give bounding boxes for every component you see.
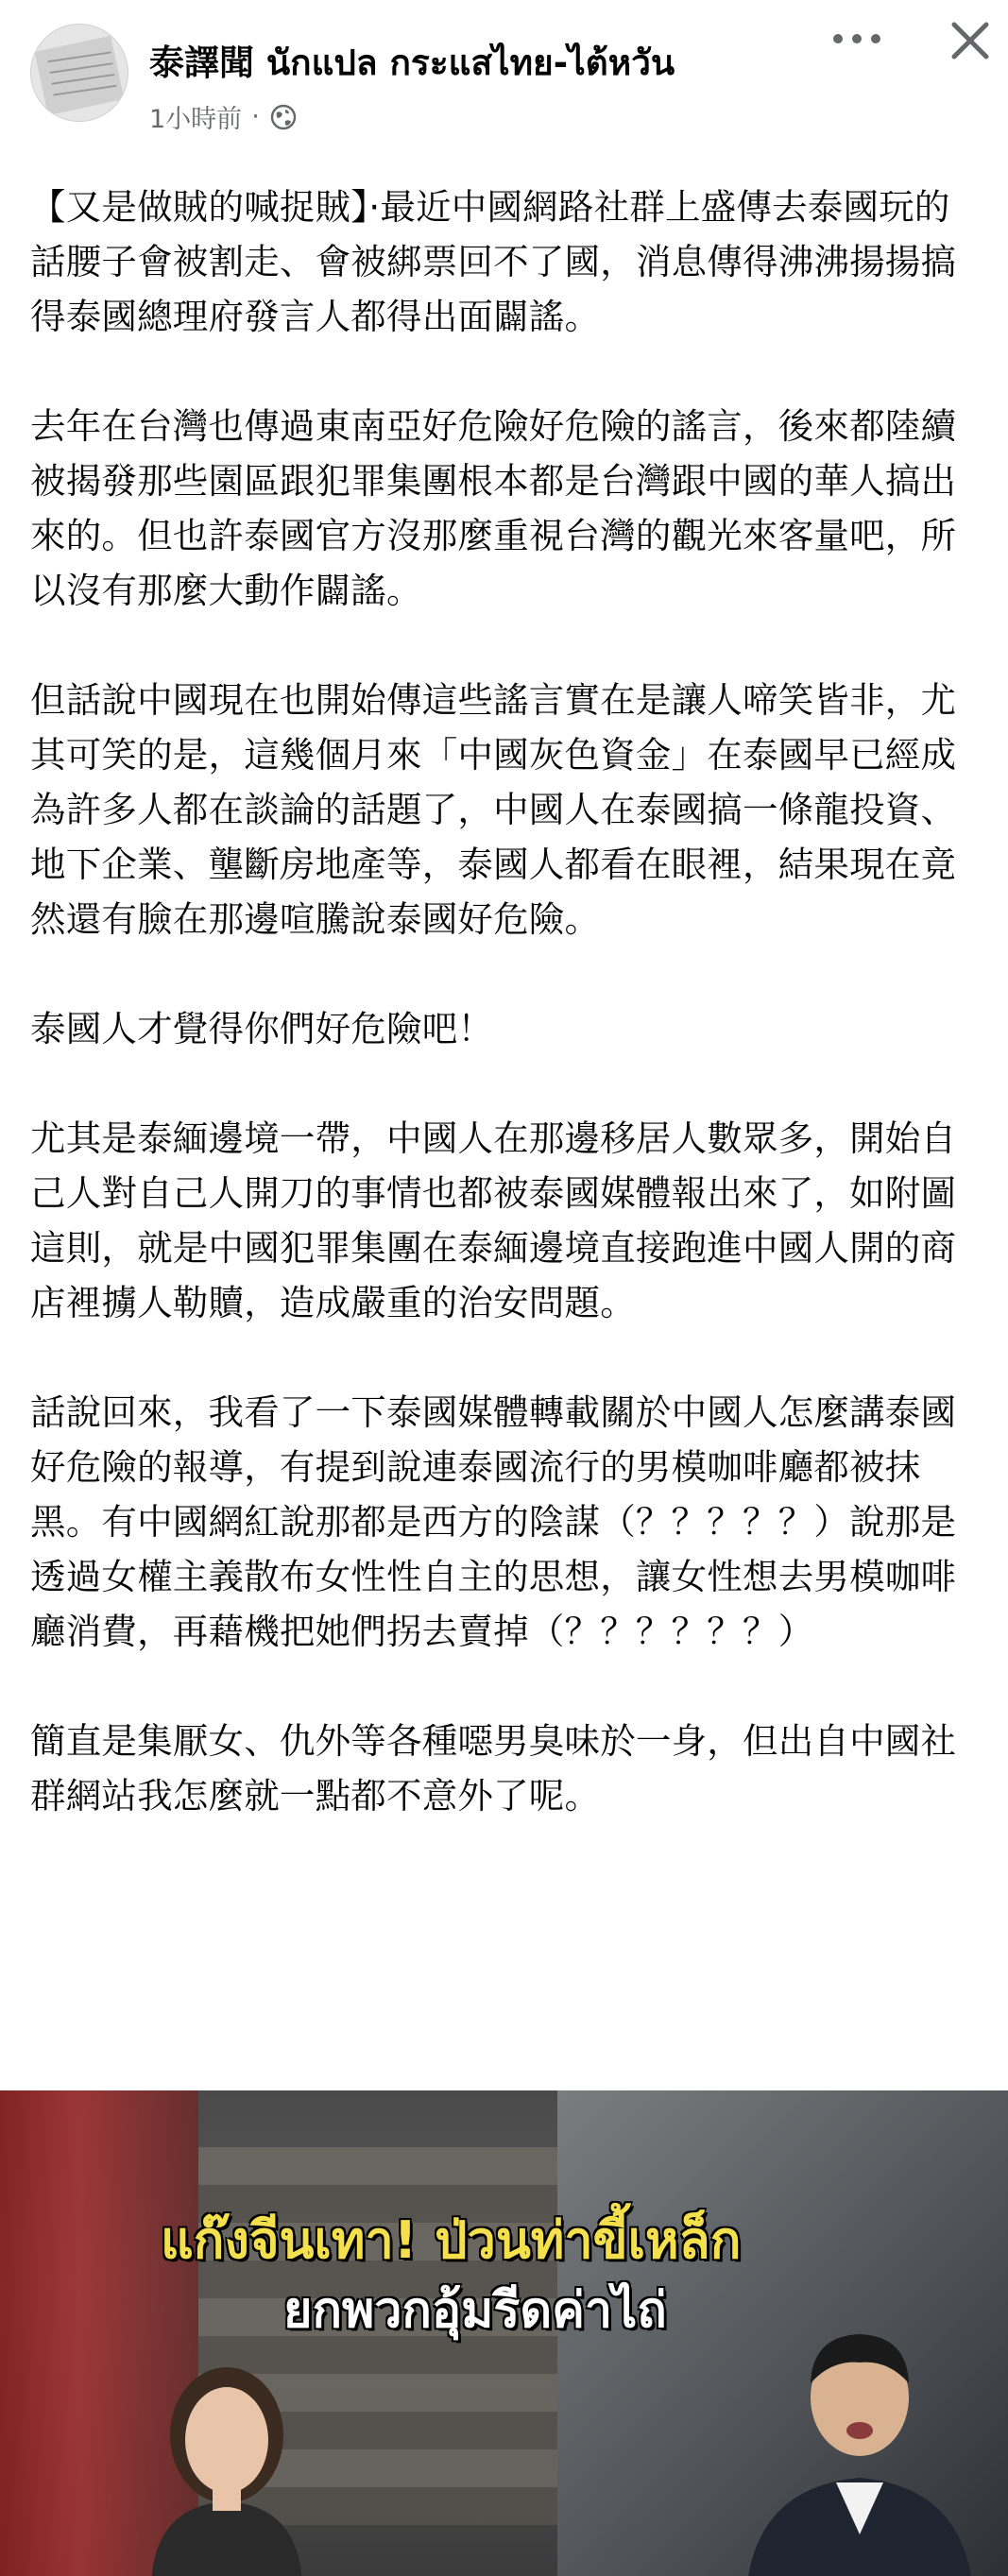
more-dot xyxy=(852,34,862,43)
news-headline-line2: ยกพวกอุ้มรีดค่าไถ่ xyxy=(283,2282,667,2339)
attached-news-image[interactable] xyxy=(0,2090,1008,2576)
post-paragraph: 【又是做賊的喊捉賊】·最近中國網路社群上盛傳去泰國玩的話腰子會被割走、會被綁票回不了國，消息傳得沸沸揚揚搞得泰國總理府發言人都得出面闢謠。 xyxy=(30,186,957,337)
avatar-image xyxy=(31,25,128,121)
page-name[interactable]: 泰譯聞 นักแปล กระแสไทย-ไต้หวัน xyxy=(149,43,675,83)
post-paragraph: 簡直是集厭女、仇外等各種噁男臭味於一身，但出自中國社群網站我怎麼就一點都不意外了呢。 xyxy=(30,1720,957,1817)
post-paragraph: 話說回來，我看了一下泰國媒體轉載關於中國人怎麼講泰國好危險的報導，有提到說連泰國流行的男模咖啡廳都被抹黑。有中國網紅說那都是西方的陰謀（？？？？？）說那是透過女權主義散布女性性自主的思想，讓女性想去男模咖啡廳消費，再藉機把她們拐去賣掉（？？？？？？） xyxy=(30,1391,957,1652)
close-icon[interactable] xyxy=(947,17,994,64)
page-avatar[interactable] xyxy=(30,24,128,122)
meta-separator: · xyxy=(251,102,260,131)
post-timestamp[interactable]: 1小時前 xyxy=(149,105,243,134)
post-paragraph: 去年在台灣也傳過東南亞好危險好危險的謠言，後來都陸續被揭發那些園區跟犯罪集團根本都是台灣跟中國的華人搞出來的。但也許泰國官方沒那麼重視台灣的觀光來客量吧，所以沒有那麼大動作闢謠。 xyxy=(30,405,957,611)
more-dot xyxy=(833,34,843,43)
female-anchor-figure xyxy=(94,2346,359,2576)
male-anchor-figure xyxy=(718,2308,1001,2576)
globe-icon[interactable] xyxy=(269,103,298,131)
post-paragraph: 泰國人才覺得你們好危險吧！ xyxy=(30,1008,494,1049)
post-text xyxy=(30,179,984,1878)
news-headline-line1: แก๊งจีนเทา! ป่วนท่าขี้เหล็ก xyxy=(161,2210,742,2270)
post-header xyxy=(0,0,1008,161)
more-dot xyxy=(871,34,880,43)
post-meta xyxy=(149,98,298,135)
post-paragraph: 尤其是泰緬邊境一帶，中國人在那邊移居人數眾多，開始自己人對自己人開刀的事情也都被泰國媒體報出來了，如附圖這則，就是中國犯罪集團在泰緬邊境直接跑進中國人開的商店裡擄人勒贖，造成嚴重的治安問題。 xyxy=(30,1117,957,1323)
more-options-icon[interactable] xyxy=(833,25,880,53)
post-paragraph: 但話說中國現在也開始傳這些謠言實在是讓人啼笑皆非，尤其可笑的是，這幾個月來「中國灰色資金」在泰國早已經成為許多人都在談論的話題了，中國人在泰國搞一條龍投資、地下企業、壟斷房地產等，泰國人都看在眼裡，結果現在竟然還有臉在那邊喧騰說泰國好危險。 xyxy=(30,679,957,940)
